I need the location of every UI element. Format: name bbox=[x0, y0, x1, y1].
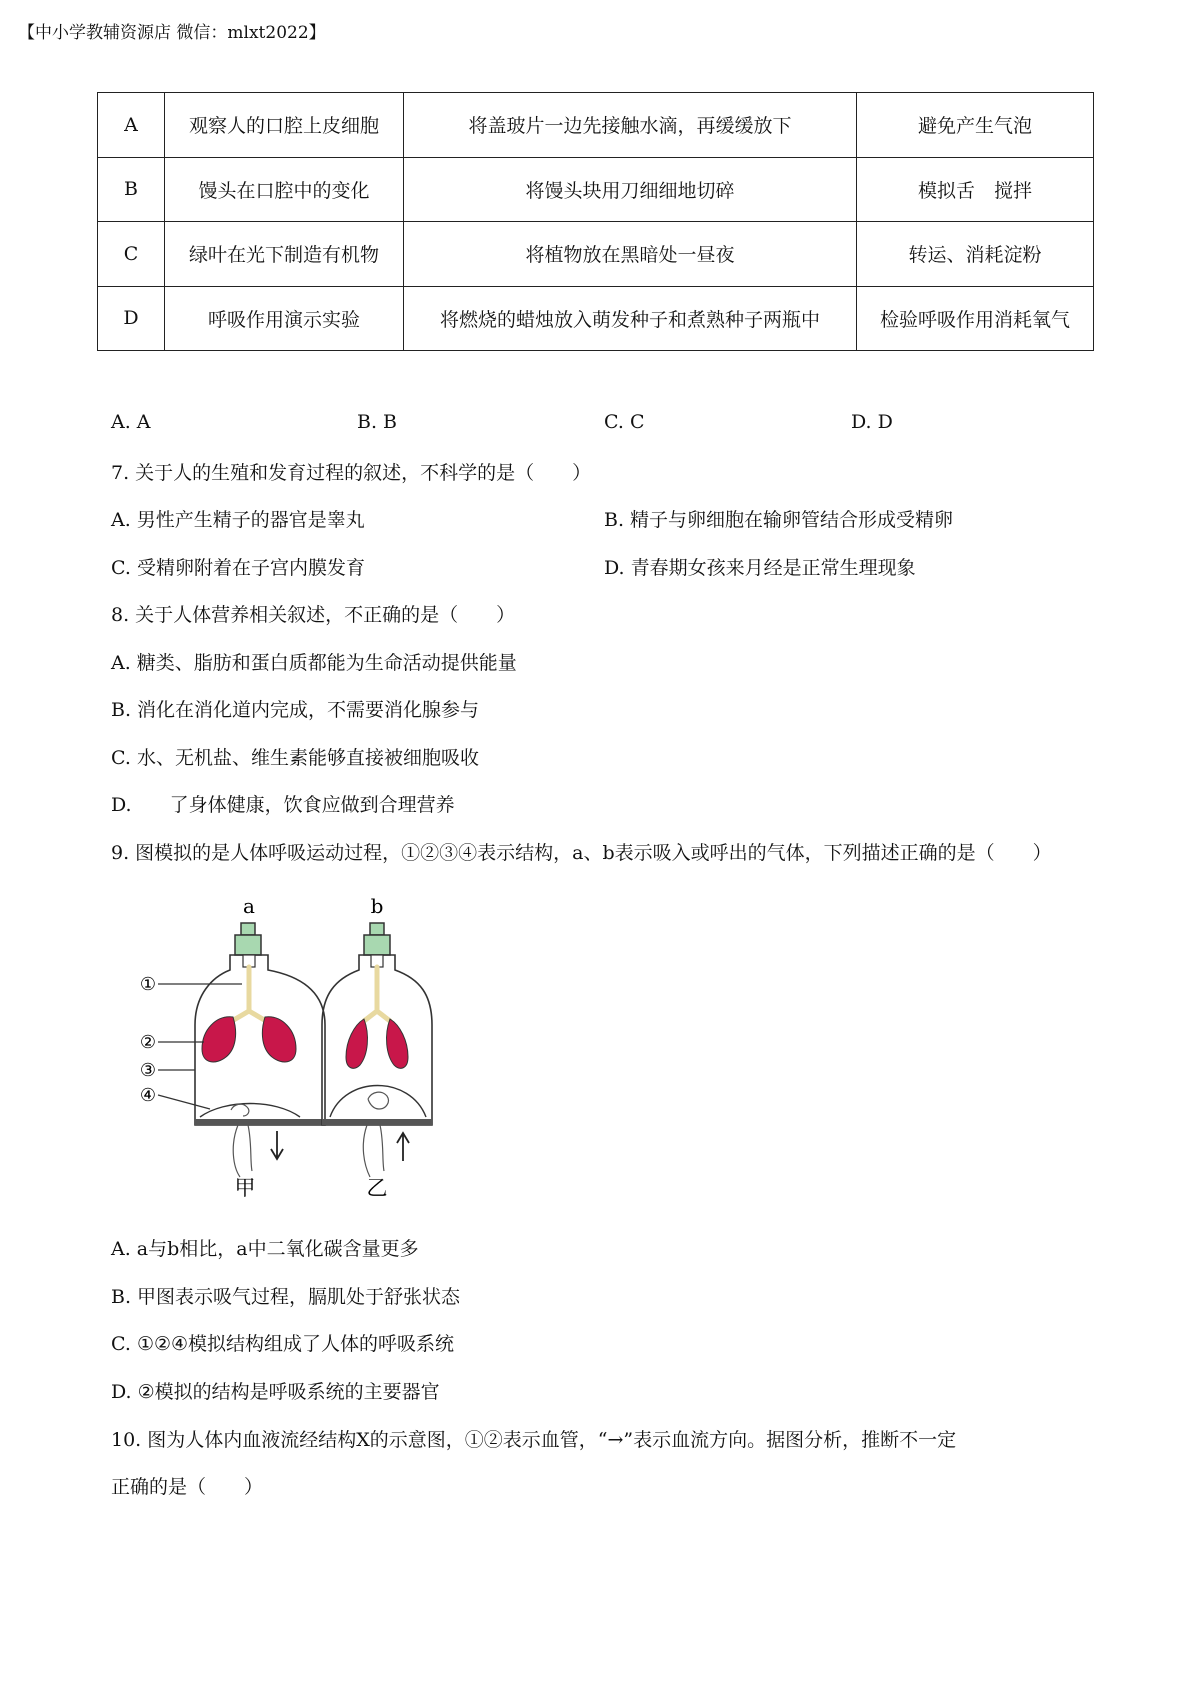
table-row bbox=[98, 286, 1094, 351]
row-letter: A bbox=[98, 93, 165, 158]
row-purpose: 转运、消耗淀粉 bbox=[857, 222, 1094, 287]
row-letter: C bbox=[98, 222, 165, 287]
arrow-up bbox=[397, 1133, 409, 1161]
jar-right bbox=[322, 895, 432, 1200]
q8-stem: 8. 关于人体营养相关叙述，不正确的是（ ） bbox=[111, 604, 516, 626]
table-row bbox=[98, 157, 1094, 222]
marker-4: ④ bbox=[139, 1085, 157, 1106]
jar-left bbox=[195, 895, 325, 1200]
caption-yi: 乙 bbox=[366, 1176, 388, 1200]
row-purpose: 检验呼吸作用消耗氧气 bbox=[857, 286, 1094, 351]
q8-option-b[interactable]: B. 消化在消化道内完成，不需要消化腺参与 bbox=[111, 699, 480, 721]
bronchi bbox=[364, 967, 390, 1021]
diaphragm-membrane bbox=[330, 1086, 426, 1118]
q9-option-c[interactable]: C. ①②④模拟结构组成了人体的呼吸系统 bbox=[111, 1333, 455, 1355]
q9-option-b[interactable]: B. 甲图表示吸气过程，膈肌处于舒张状态 bbox=[111, 1286, 461, 1308]
gas-label-a: a bbox=[243, 895, 255, 918]
q6-option-c[interactable]: C. C bbox=[604, 411, 645, 433]
gas-label-b: b bbox=[370, 895, 384, 918]
breathing-model-figure bbox=[130, 895, 450, 1200]
marker-1: ① bbox=[139, 974, 157, 995]
experiment-table bbox=[97, 92, 1094, 351]
q9-option-a[interactable]: A. a与b相比，a中二氧化碳含量更多 bbox=[111, 1238, 419, 1260]
q6-option-a[interactable]: A. A bbox=[111, 411, 151, 433]
marker-3: ③ bbox=[139, 1060, 157, 1081]
q6-option-b[interactable]: B. B bbox=[357, 411, 398, 433]
row-operation: 将燃烧的蜡烛放入萌发种子和煮熟种子两瓶中 bbox=[404, 286, 857, 351]
table-row bbox=[98, 93, 1094, 158]
q6-option-d[interactable]: D. D bbox=[851, 411, 893, 433]
caption-jia: 甲 bbox=[234, 1176, 256, 1200]
row-letter: B bbox=[98, 157, 165, 222]
q9-stem: 9. 图模拟的是人体呼吸运动过程，①②③④表示结构，a、b表示吸入或呼出的气体，下列描述正确的是（ ） bbox=[111, 842, 1052, 864]
row-letter: D bbox=[98, 286, 165, 351]
row-purpose: 避免产生气泡 bbox=[857, 93, 1094, 158]
q7-option-b[interactable]: B. 精子与卵细胞在输卵管结合形成受精卵 bbox=[604, 509, 954, 531]
row-operation: 将盖玻片一边先接触水滴，再缓缓放下 bbox=[404, 93, 857, 158]
q7-option-c[interactable]: C. 受精卵附着在子宫内膜发育 bbox=[111, 557, 365, 579]
q8-option-c[interactable]: C. 水、无机盐、维生素能够直接被细胞吸收 bbox=[111, 747, 479, 769]
row-operation: 将植物放在黑暗处一昼夜 bbox=[404, 222, 857, 287]
bronchi bbox=[232, 967, 266, 1021]
row-experiment: 馒头在口腔中的变化 bbox=[165, 157, 404, 222]
row-operation: 将馒头块用刀细细地切碎 bbox=[404, 157, 857, 222]
q7-option-a[interactable]: A. 男性产生精子的器官是睾丸 bbox=[111, 509, 365, 531]
q9-option-d[interactable]: D. ②模拟的结构是呼吸系统的主要器官 bbox=[111, 1381, 440, 1403]
marker-2: ② bbox=[139, 1032, 157, 1053]
arrow-down bbox=[271, 1131, 283, 1159]
q10-stem-line1: 10. 图为人体内血液流经结构X的示意图，①②表示血管，“→”表示血流方向。据图分析，推断不一定 bbox=[111, 1429, 957, 1451]
header-note: 【中小学教辅资源店 微信：mlxt2022】 bbox=[18, 23, 326, 43]
q8-option-a[interactable]: A. 糖类、脂肪和蛋白质都能为生命活动提供能量 bbox=[111, 652, 517, 674]
left-lung-right bbox=[262, 1017, 296, 1062]
q7-stem: 7. 关于人的生殖和发育过程的叙述，不科学的是（ ） bbox=[111, 462, 592, 484]
table-row bbox=[98, 222, 1094, 287]
right-lung-right bbox=[387, 1019, 408, 1068]
q10-stem-line2: 正确的是（ ） bbox=[111, 1476, 264, 1498]
row-experiment: 绿叶在光下制造有机物 bbox=[165, 222, 404, 287]
right-lung-left bbox=[346, 1019, 367, 1068]
row-experiment: 观察人的口腔上皮细胞 bbox=[165, 93, 404, 158]
q8-option-d[interactable]: D. 了身体健康，饮食应做到合理营养 bbox=[111, 794, 455, 816]
left-lung-left bbox=[202, 1017, 236, 1062]
diaphragm-membrane bbox=[200, 1104, 300, 1118]
row-purpose: 模拟舌 搅拌 bbox=[857, 157, 1094, 222]
row-experiment: 呼吸作用演示实验 bbox=[165, 286, 404, 351]
q7-option-d[interactable]: D. 青春期女孩来月经是正常生理现象 bbox=[604, 557, 916, 579]
